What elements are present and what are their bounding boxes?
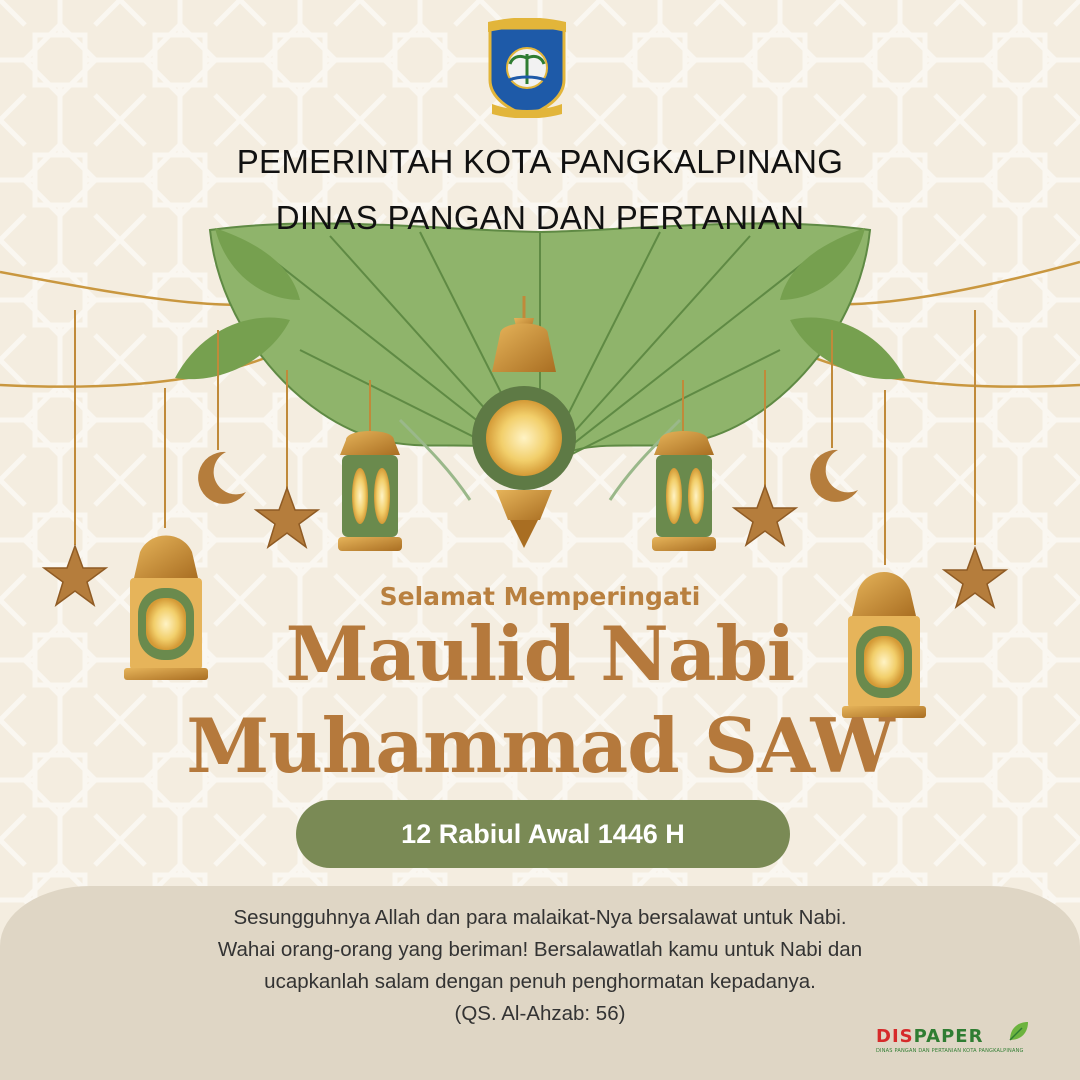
brand-word-green: PAPER bbox=[913, 1026, 984, 1047]
brand-word-red: DIS bbox=[876, 1026, 914, 1047]
city-emblem-logo bbox=[484, 18, 570, 118]
date-badge: 12 Rabiul Awal 1446 H bbox=[296, 800, 790, 868]
lantern-small-left bbox=[338, 431, 402, 551]
quran-quote bbox=[0, 902, 1080, 1030]
greeting-title-line2: Muhammad SAW bbox=[186, 702, 894, 790]
government-title: PEMERINTAH KOTA PANGKALPINANG bbox=[236, 143, 844, 180]
lantern-small-right bbox=[652, 431, 716, 551]
brand-wordmark bbox=[876, 1026, 983, 1047]
greeting-title bbox=[0, 608, 1080, 792]
greeting-title-line1: Maulid Nabi bbox=[285, 610, 795, 698]
dispaper-logo bbox=[872, 1026, 1042, 1056]
department-title: DINAS PANGAN DAN PERTANIAN bbox=[275, 199, 805, 236]
header bbox=[0, 134, 1080, 246]
greeting-subtitle: Selamat Memperingati bbox=[379, 582, 701, 611]
brand-subline: DINAS PANGAN DAN PERTANIAN KOTA PANGKALPINANG bbox=[876, 1048, 1024, 1054]
quote-line-2: Wahai orang-orang yang beriman! Bersalawatlah kamu untuk Nabi dan bbox=[217, 938, 863, 961]
leaf-icon bbox=[1006, 1020, 1030, 1044]
quote-source: (QS. Al-Ahzab: 56) bbox=[454, 1002, 626, 1025]
quote-line-3: ucapkanlah salam dengan penuh penghormatan kepadanya. bbox=[264, 970, 816, 993]
quote-line-1: Sesungguhnya Allah dan para malaikat-Nya bersalawat untuk Nabi. bbox=[233, 906, 847, 929]
